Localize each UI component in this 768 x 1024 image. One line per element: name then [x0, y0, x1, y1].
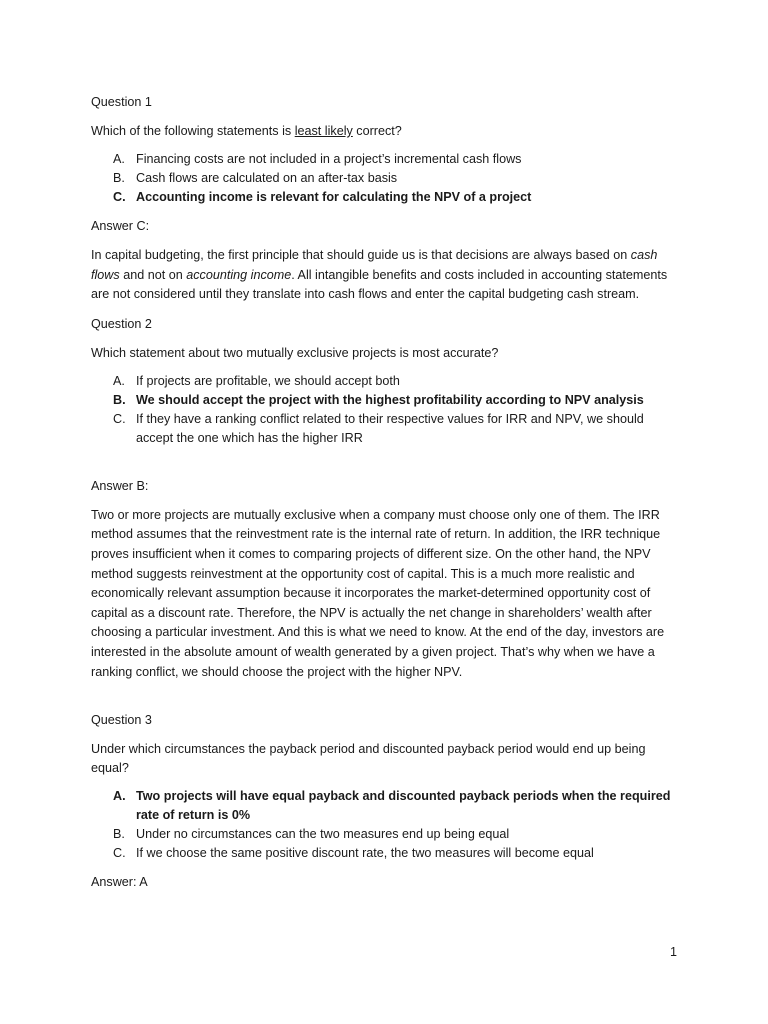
question-1-stem-end: correct?	[352, 124, 402, 138]
explanation-text: and not on	[119, 267, 187, 282]
option-text: Accounting income is relevant for calculating the NPV of a project	[136, 190, 532, 204]
question-3-option-a-correct	[91, 787, 681, 825]
question-1-label: Question 1	[91, 95, 152, 109]
option-letter: A.	[113, 789, 126, 804]
page-number: 1	[670, 945, 678, 959]
option-text: Under no circumstances can the two measures end up being equal	[136, 827, 510, 842]
option-text: Cash flows are calculated on an after-tax basis	[136, 171, 398, 185]
explanation-text: In capital budgeting, the first principle that should guide us is that decisions are always based on	[91, 248, 631, 262]
question-2-option-a	[91, 372, 681, 391]
option-letter: B.	[113, 392, 126, 407]
question-1-stem-start: Which of the following statements is	[91, 124, 295, 138]
question-2-stem: Which statement about two mutually exclusive projects is most accurate?	[91, 345, 499, 360]
option-letter: C.	[113, 846, 126, 861]
question-3-option-c	[91, 844, 681, 863]
question-1-option-c-correct	[91, 188, 681, 207]
question-2-explanation: Two or more projects are mutually exclusive when a company must choose only one of them. The IRR method assumes that the reinvestment rate is the internal rate of return. In addition, the IRR technique proves insufficient when it comes to comparing projects of different size. On the other hand, the NPV method suggests reinvestment at the opportunity cost of capital. This is a much more realistic and economically relevant assumption because it incorporates the market-determined opportunity cost of capital as a discount rate. Therefore, the NPV is actually the net change in shareholders’ wealth after choosing a particular investment. And this is what we need to know. At the end of the day, investors are interested in the absolute amount of wealth generated by a given project. That’s why when we have a ranking conflict, we should choose the project with the higher NPV.	[91, 507, 665, 679]
option-letter: C.	[113, 411, 126, 426]
explanation-italic: accounting income	[186, 267, 292, 282]
question-1-answer-label: Answer C:	[91, 219, 150, 233]
option-text: If they have a ranking conflict related to their respective values for IRR and NPV, we should accept the one which has the higher IRR	[136, 411, 644, 445]
option-text: If projects are profitable, we should accept both	[136, 373, 400, 388]
explanation-italic: cash flows	[91, 248, 658, 282]
option-letter: C.	[113, 190, 126, 204]
question-2-option-c	[91, 410, 681, 448]
question-2-options	[91, 372, 681, 448]
question-2-option-b-correct	[91, 391, 681, 410]
option-text: Two projects will have equal payback and discounted payback periods when the required rate of return is 0%	[136, 789, 671, 823]
option-letter: A.	[113, 373, 125, 388]
option-text: Financing costs are not included in a project’s incremental cash flows	[136, 152, 522, 166]
question-1-explanation	[91, 246, 681, 305]
question-3-options	[91, 787, 681, 863]
option-letter: A.	[113, 152, 125, 166]
option-letter: B.	[113, 827, 125, 842]
question-3-stem: Under which circumstances the payback period and discounted payback period would end up being equal?	[91, 742, 646, 776]
question-2-answer-label: Answer B:	[91, 478, 149, 493]
question-1-option-b	[91, 169, 681, 188]
question-1-options	[91, 150, 681, 207]
question-3-answer-label: Answer: A	[91, 875, 148, 890]
explanation-text: . All intangible benefits and costs included in accounting statements are not considered until they translate into cash flows and enter the capital budgeting cash stream.	[91, 267, 668, 302]
blank-line	[91, 458, 681, 477]
blank-line	[91, 692, 681, 711]
question-3-label: Question 3	[91, 713, 152, 728]
option-text: We should accept the project with the highest profitability according to NPV analysis	[136, 392, 644, 407]
question-1-stem-underlined: least likely	[294, 124, 353, 138]
option-text: If we choose the same positive discount rate, the two measures will become equal	[136, 846, 594, 861]
document-body	[91, 93, 681, 902]
option-letter: B.	[113, 171, 125, 185]
question-1-stem	[91, 122, 681, 141]
question-3-option-b	[91, 825, 681, 844]
question-2-label: Question 2	[91, 316, 152, 331]
question-1-option-a	[91, 150, 681, 169]
